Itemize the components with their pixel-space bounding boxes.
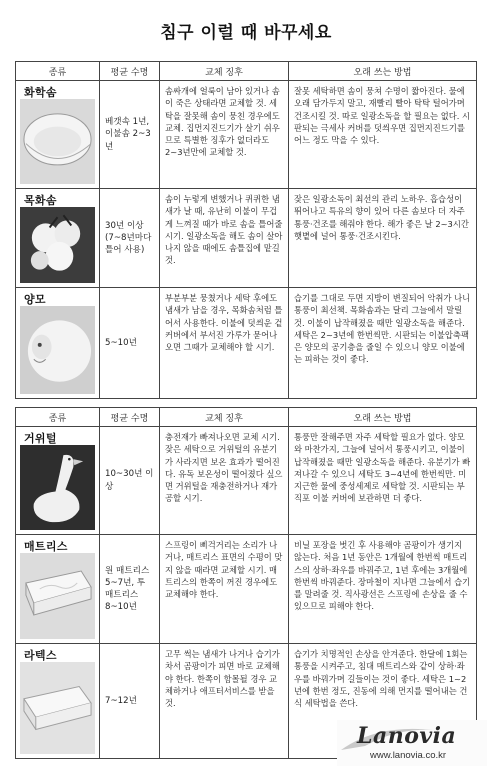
header-care: 오래 쓰는 방법 bbox=[289, 62, 477, 81]
care-cell: 잦은 일광소독이 최선의 관리 노하우. 흡습성이 뛰어나고 특유의 향이 있어 다른 솜보다 더 자주 통풍·건조를 해줘야 한다. 해가 좋은 날 2~3시간 햇볕에 널어 통풍·건조시킨다. bbox=[289, 189, 477, 288]
life-cell: 원 매트리스 5~7년, 투 매트리스 8~10년 bbox=[100, 535, 160, 644]
header-type: 종류 bbox=[16, 408, 100, 427]
table-header-row bbox=[16, 408, 477, 427]
header-signs: 교체 징후 bbox=[160, 408, 289, 427]
page-title: 침구 이럴 때 바꾸세요 bbox=[160, 23, 332, 43]
latex-photo-icon bbox=[20, 662, 95, 754]
cotton-photo-icon bbox=[20, 207, 95, 283]
type-cell bbox=[16, 81, 100, 189]
signs-cell: 부분부분 뭉쳤거나 세탁 후에도 냄새가 남을 경우, 목화솜처럼 틀어서 사용한다. 이불에 덧씌운 겉커버에서 부서진 가루가 묻어나오면 그때가 교체해야 할 시기. bbox=[160, 288, 289, 399]
header-life: 평균 수명 bbox=[100, 408, 160, 427]
logo-url: www.lanovia.co.kr bbox=[370, 750, 447, 761]
table-header-row bbox=[16, 62, 477, 81]
table-row bbox=[16, 427, 477, 535]
care-cell: 잘못 세탁하면 솜이 뭉쳐 수명이 짧아진다. 물에 오래 담가두지 말고, 재빨리 빨아 탁탁 털어가며 건조시킬 것. 따로 일광소독을 할 필요는 없다. 시판되는 극세사 커버를 덧씌우면 집먼지진드기를 어느 정도 막을 수 있다. bbox=[289, 81, 477, 189]
life-cell: 10~30년 이상 bbox=[100, 427, 160, 535]
bedding-table-2 bbox=[15, 407, 477, 759]
type-cell bbox=[16, 644, 100, 759]
header-type: 종류 bbox=[16, 62, 100, 81]
header-life: 평균 수명 bbox=[100, 62, 160, 81]
type-name: 거위털 bbox=[24, 432, 57, 445]
header-signs: 교체 징후 bbox=[160, 62, 289, 81]
header-care: 오래 쓰는 방법 bbox=[289, 408, 477, 427]
table-row bbox=[16, 288, 477, 399]
life-cell: 7~12년 bbox=[100, 644, 160, 759]
type-name: 화학솜 bbox=[24, 86, 57, 99]
lanovia-logo bbox=[337, 720, 487, 766]
logo-brand: Lanovia bbox=[357, 723, 457, 749]
signs-cell: 고무 썩는 냄새가 나거나 습기가 차서 곰팡이가 피면 바로 교체해야 한다. 한쪽이 함몰될 경우 교체하거나 애프터서비스를 받을 것. bbox=[160, 644, 289, 759]
type-name: 매트리스 bbox=[24, 540, 68, 553]
sheep-photo-icon bbox=[20, 306, 95, 394]
table-row bbox=[16, 81, 477, 189]
care-cell: 비닐 포장을 벗긴 후 사용해야 곰팡이가 생기지 않는다. 처음 1년 동안은 1개월에 한번씩 매트리스의 상하·좌우를 바꿔주고, 1년 후에는 3개월에 한번씩 바꿔준다. 장마철이 지나면 그늘에서 습기를 말려줄 것. 직사광선은 스프링에 손상을 줄 수 있으므로 피해야 한다. bbox=[289, 535, 477, 644]
care-cell: 통풍만 잘해주면 자주 세탁할 필요가 없다. 양모와 마찬가지, 그늘에 널어서 통풍시키고, 이불이 납작해졌을 때만 일광소독을 해준다. 유분기가 빠져나갈 수 있으니 세탁도 3~4년에 한번씩만. 미지근한 물에 중성세제로 세탁할 것. 시판되는 부직포 이불 커버에 보관하면 더 좋다. bbox=[289, 427, 477, 535]
life-cell: 5~10년 bbox=[100, 288, 160, 399]
care-cell: 습기가 치명적인 손상을 안겨준다. 한달에 1회는 통풍을 시켜주고, 침대 매트리스와 같이 상하·좌우를 바꿔가며 길들이는 것이 좋다. 세탁은 1~2년에 한번 정도, 진동에 의해 먼지를 떨어내는 건식 세탁법을 쓴다. bbox=[289, 644, 477, 759]
type-cell bbox=[16, 427, 100, 535]
life-cell: 베갯속 1년, 이불솜 2~3년 bbox=[100, 81, 160, 189]
signs-cell: 스프링이 삐걱거리는 소리가 나거나, 매트리스 표면의 수평이 맞지 않을 때라면 교체할 시기. 매트리스의 한쪽이 꺼진 경우에도 교체해야 한다. bbox=[160, 535, 289, 644]
pillow-photo-icon bbox=[20, 99, 95, 184]
goose-photo-icon bbox=[20, 445, 95, 530]
type-cell bbox=[16, 288, 100, 399]
type-cell bbox=[16, 189, 100, 288]
type-name: 목화솜 bbox=[24, 194, 57, 207]
signs-cell: 솜싸개에 얼룩이 남아 있거나 솜이 죽은 상태라면 교체할 것. 세탁을 잘못해 솜이 뭉친 경우에도 교체. 집먼지진드기가 살기 쉬우므로 특별한 징후가 없더라도 2~3년만에 교체할 것. bbox=[160, 81, 289, 189]
life-cell: 30년 이상(7~8년마다 틀어 사용) bbox=[100, 189, 160, 288]
table-row bbox=[16, 189, 477, 288]
care-cell: 습기를 그대로 두면 지방이 변질되어 악취가 나니 통풍이 최선책. 목화솜과는 달리 그늘에서 말릴 것. 이불이 납작해졌을 때만 일광소독을 해준다. 세탁은 2~3년에 한번씩만. 시판되는 이불압축팩은 양모의 공기층을 줄일 수 있으니 양모 이불에는 피하는 것이 좋다. bbox=[289, 288, 477, 399]
mattress-photo-icon bbox=[20, 553, 95, 639]
type-cell bbox=[16, 535, 100, 644]
signs-cell: 충전재가 빠져나오면 교체 시기. 잦은 세탁으로 거위털의 유분기가 사라지면 보온 효과가 떨어진다. 유독 보온성이 떨어졌다 싶으면 거위털을 재충전하거나 재가공할 시기. bbox=[160, 427, 289, 535]
type-name: 라텍스 bbox=[24, 649, 57, 662]
type-name: 양모 bbox=[24, 293, 46, 306]
table-row bbox=[16, 535, 477, 644]
signs-cell: 솜이 누렇게 변했거나 퀴퀴한 냄새가 날 때, 유난히 이불이 무겁게 느껴질 때가 바로 솜을 틀어줄 시기. 일광소독을 해도 솜이 살아나지 않을 때에도 솜틀집에 맡길 것. bbox=[160, 189, 289, 288]
bedding-table-1 bbox=[15, 61, 477, 399]
